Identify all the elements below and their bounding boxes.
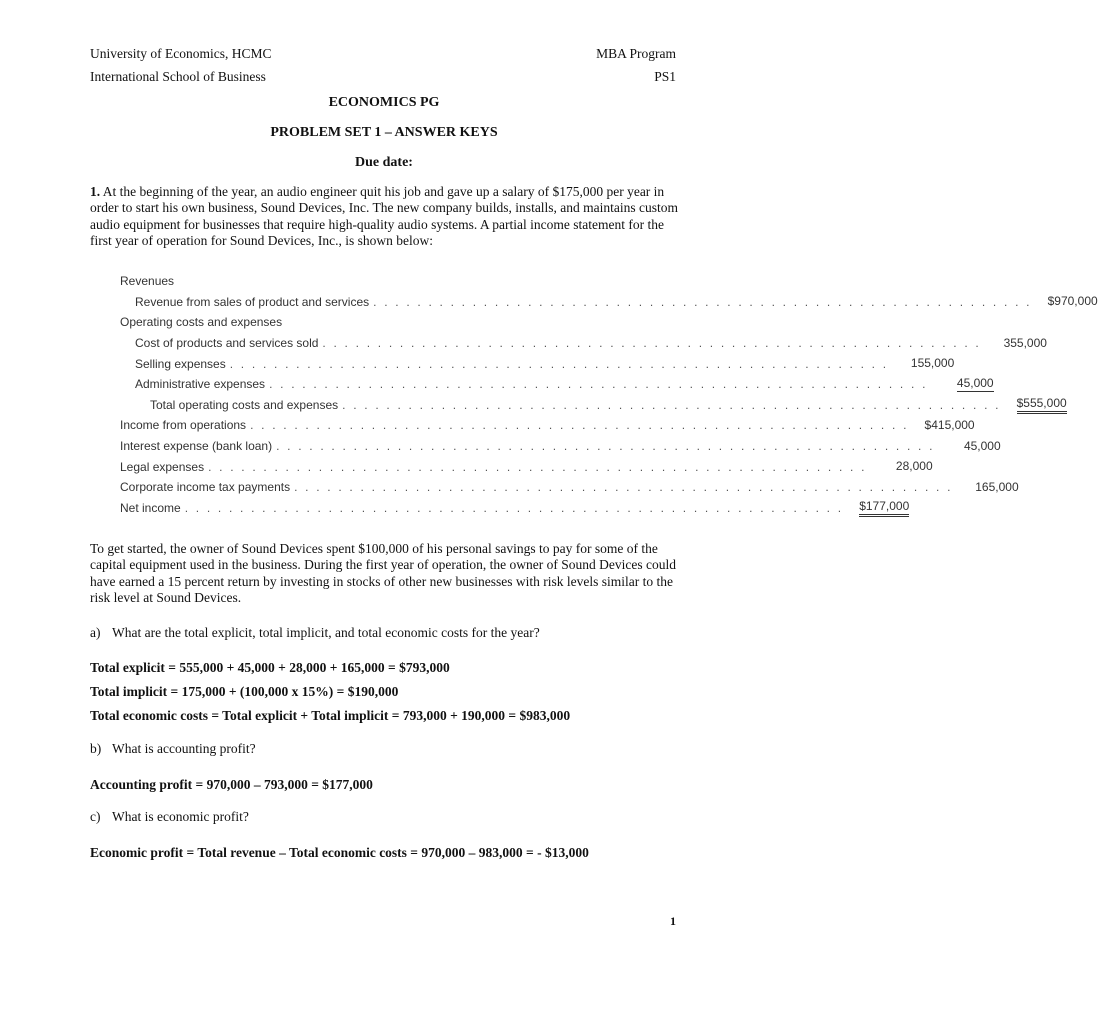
due-date: Due date: xyxy=(355,155,413,170)
statement-label: Total operating costs and expenses xyxy=(150,397,339,412)
statement-row: Corporate income tax payments . . . . . . . . . . . . . . . . . . . . . . . . . . . . . . . . . . . . . . . . . . . . . . . . . . . . . . . . . . . . 165,000 xyxy=(120,479,1019,495)
statement-amount: $415,000 xyxy=(924,417,975,432)
statement-label: Legal expenses xyxy=(120,459,205,474)
question-c xyxy=(90,809,249,825)
statement-label: Selling expenses xyxy=(135,356,226,371)
statement-row: Net income . . . . . . . . . . . . . . . . . . . . . . . . . . . . . . . . . . . . . . . . . . . . . . . . . . . . . . . . . . . . $177,000 xyxy=(120,498,910,515)
statement-amount: 355,000 xyxy=(1003,335,1047,350)
header-school: International School of Business xyxy=(90,69,266,84)
statement-row: Administrative expenses . . . . . . . . . . . . . . . . . . . . . . . . . . . . . . . . . . . . . . . . . . . . . . . . . . . . . . . . . . . . 45,000 xyxy=(135,376,994,392)
statement-row: Selling expenses . . . . . . . . . . . . . . . . . . . . . . . . . . . . . . . . . . . . . . . . . . . . . . . . . . . . . . . . . . . . 155,000 xyxy=(135,356,955,371)
statement-amount: $177,000 xyxy=(859,499,909,517)
statement-row: Total operating costs and expenses . . . . . . . . . . . . . . . . . . . . . . . . . . . . . . . . . . . . . . . . . . . . . . . . . . . . . . . . . . . . $555,000 xyxy=(150,395,1067,412)
statement-row xyxy=(120,312,648,333)
question-letter: c) xyxy=(90,809,101,824)
income-statement xyxy=(120,271,1098,518)
statement-label: Corporate income tax payments xyxy=(120,480,291,495)
answer-accounting-profit: Accounting profit = 970,000 – 793,000 = $177,000 xyxy=(90,777,373,792)
statement-label: Operating costs and expenses xyxy=(120,315,283,330)
answer-economic-costs: Total economic costs = Total explicit + Total implicit = 793,000 + 190,000 = $983,000 xyxy=(90,708,571,723)
statement-label: Revenue from sales of product and services xyxy=(135,294,370,309)
statement-amount: $970,000 xyxy=(1047,294,1098,309)
answer-explicit: Total explicit = 555,000 + 45,000 + 28,000 + 165,000 = $793,000 xyxy=(90,660,450,675)
problem-followup: To get started, the owner of Sound Devices spent $100,000 of his personal savings to pay for some of the capital equipment used in the business. During the first year of operation, the owner of Sound Devices could have earned a 15 percent return by investing in stocks of other new businesses with risk levels similar to the risk level at Sound Devices. xyxy=(90,541,676,605)
header-university: University of Economics, HCMC xyxy=(90,46,272,61)
statement-label: Revenues xyxy=(120,274,175,289)
question-letter: b) xyxy=(90,741,102,756)
question-a xyxy=(90,625,540,641)
header-ps-code: PS1 xyxy=(654,69,676,84)
statement-label: Income from operations xyxy=(120,418,247,433)
problem-intro-text: At the beginning of the year, an audio engineer quit his job and gave up a salary of $175,000 per year in order to start his own business, Sound Devices, Inc. The new company builds, installs, and maintains custom audio equipment for businesses that require high-quality audio systems. A partial income statement for the first year of operation for Sound Devices, Inc., is shown below: xyxy=(90,184,679,248)
statement-amount: 45,000 xyxy=(963,438,1001,453)
statement-row: Income from operations . . . . . . . . . . . . . . . . . . . . . . . . . . . . . . . . . . . . . . . . . . . . . . . . . . . . . . . . . . . . $415,000 xyxy=(120,417,975,433)
statement-label: Interest expense (bank loan) xyxy=(120,439,273,454)
statement-amount: 165,000 xyxy=(975,479,1019,494)
statement-row: Interest expense (bank loan) . . . . . . . . . . . . . . . . . . . . . . . . . . . . . . . . . . . . . . . . . . . . . . . . . . . . . . . . . . . . 45,000 xyxy=(120,438,1001,454)
answer-economic-profit: Economic profit = Total revenue – Total economic costs = 970,000 – 983,000 = - $13,000 xyxy=(90,845,589,860)
question-text: What are the total explicit, total implicit, and total economic costs for the year? xyxy=(112,625,540,640)
statement-label: Cost of products and services sold xyxy=(135,336,319,351)
statement-label: Net income xyxy=(120,500,181,515)
page-title: ECONOMICS PG xyxy=(328,95,440,110)
statement-amount: 45,000 xyxy=(956,376,994,391)
header-program: MBA Program xyxy=(596,46,676,61)
statement-amount: 155,000 xyxy=(910,356,955,371)
statement-row xyxy=(120,271,648,292)
statement-amount: 28,000 xyxy=(895,459,933,474)
statement-row: Cost of products and services sold . . . . . . . . . . . . . . . . . . . . . . . . . . . . . . . . . . . . . . . . . . . . . . . . . . . . . . . . . . . . 355,000 xyxy=(135,335,1047,351)
statement-row: Revenue from sales of product and services . . . . . . . . . . . . . . . . . . . . . . . . . . . . . . . . . . . . . . . . . . . . . . . . . . . . . . . . . . . . $970,000 xyxy=(135,294,1098,309)
question-letter: a) xyxy=(90,625,101,640)
statement-amount: $555,000 xyxy=(1017,396,1067,414)
page-number: 1 xyxy=(670,914,676,928)
answer-implicit: Total implicit = 175,000 + (100,000 x 15%) = $190,000 xyxy=(90,684,399,699)
page-subtitle: PROBLEM SET 1 – ANSWER KEYS xyxy=(270,125,498,140)
statement-label: Administrative expenses xyxy=(135,377,266,392)
statement-row: Legal expenses . . . . . . . . . . . . . . . . . . . . . . . . . . . . . . . . . . . . . . . . . . . . . . . . . . . . . . . . . . . . 28,000 xyxy=(120,459,933,474)
question-text: What is accounting profit? xyxy=(112,741,256,756)
problem-intro xyxy=(90,184,680,249)
question-text: What is economic profit? xyxy=(112,809,249,824)
question-b xyxy=(90,741,256,757)
problem-number: 1. xyxy=(90,184,101,199)
